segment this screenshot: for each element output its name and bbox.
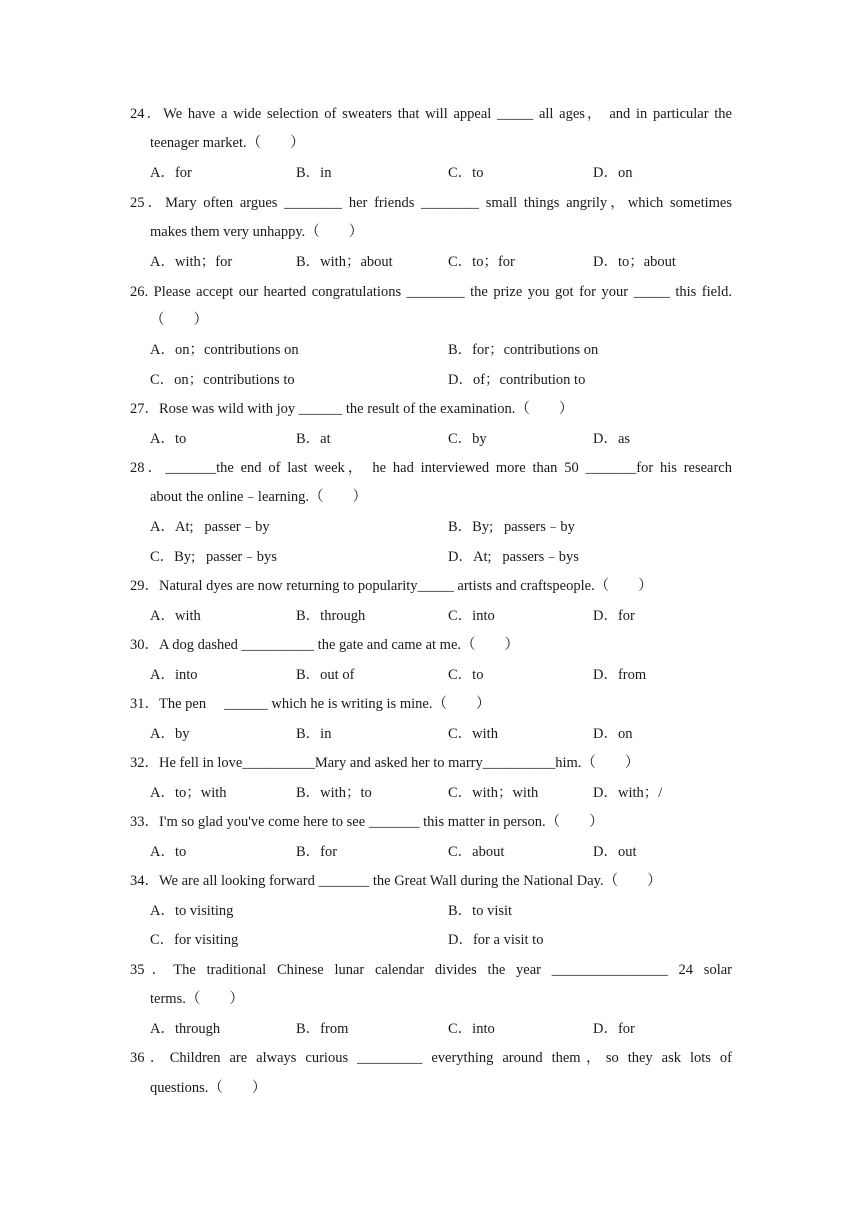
question-25-stem-line-2: makes them very unhappy.（ ）	[150, 224, 364, 240]
question-32-option-c: C．with；with	[448, 785, 539, 801]
question-26-option-b: B．for；contributions on	[448, 342, 599, 358]
question-28-option-b: B．By; passers﹣by	[448, 519, 575, 535]
question-28-option-c: C．By; passer﹣bys	[150, 549, 277, 565]
question-34-option-b: B．to visit	[448, 903, 513, 919]
question-30-option-d: D．from	[593, 667, 647, 683]
question-27-option-c: C．by	[448, 431, 487, 447]
question-32-option-a: A．to；with	[150, 785, 227, 801]
question-30-option-c: C．to	[448, 667, 484, 683]
question-30-option-a: A．into	[150, 667, 198, 683]
question-25-option-a: A．with；for	[150, 254, 233, 270]
question-35-option-a: A．through	[150, 1021, 221, 1037]
question-32-option-b: B．with；to	[296, 785, 372, 801]
question-30-option-b: B．out of	[296, 667, 355, 683]
question-24-stem-line-1: 24．We have a wide selection of sweaters that will appeal _____ all ages， and in particular the	[130, 106, 732, 122]
question-26-stem-line-1: 26. Please accept our hearted congratulations ________ the prize you got for your _____ this field.	[130, 284, 732, 300]
question-34-option-c: C．for visiting	[150, 932, 239, 948]
question-26-stem-line-2: （ ）	[150, 312, 208, 328]
question-29-option-b: B．through	[296, 608, 366, 624]
question-28-option-a: A．At; passer﹣by	[150, 519, 270, 535]
question-28-stem-line-2: about the online﹣learning.（ ）	[150, 489, 368, 505]
question-24-option-c: C．to	[448, 165, 484, 181]
question-31-option-a: A．by	[150, 726, 190, 742]
question-31-option-c: C．with	[448, 726, 498, 742]
question-32-stem: 32．He fell in love__________Mary and asked her to marry__________him.（ ）	[130, 755, 640, 771]
question-25-option-b: B．with；about	[296, 254, 393, 270]
question-27-option-b: B．at	[296, 431, 331, 447]
question-29-option-c: C．into	[448, 608, 495, 624]
question-27-option-a: A．to	[150, 431, 187, 447]
question-26-option-d: D．of；contribution to	[448, 372, 586, 388]
question-27-option-d: D．as	[593, 431, 631, 447]
question-33-option-b: B．for	[296, 844, 338, 860]
question-35-stem-line-2: terms.（ ）	[150, 991, 244, 1007]
question-31-option-b: B．in	[296, 726, 332, 742]
question-31-option-d: D．on	[593, 726, 633, 742]
question-26-option-a: A．on；contributions on	[150, 342, 299, 358]
question-25-option-c: C．to；for	[448, 254, 515, 270]
question-24-option-a: A．for	[150, 165, 192, 181]
question-27-stem: 27．Rose was wild with joy ______ the result of the examination.（ ）	[130, 401, 574, 417]
question-25-stem-line-1: 25．Mary often argues ________ her friends ________ small things angrily，which sometimes	[130, 195, 732, 211]
question-28-option-d: D．At; passers﹣bys	[448, 549, 579, 565]
question-35-option-c: C．into	[448, 1021, 495, 1037]
question-24-stem-line-2: teenager market.（ ）	[150, 135, 305, 151]
question-35-option-b: B．from	[296, 1021, 349, 1037]
question-28-stem-line-1: 28．_______the end of last week， he had interviewed more than 50 _______for his research	[130, 460, 732, 476]
question-35-stem-line-1: 35．The traditional Chinese lunar calendar divides the year ________________ 24 solar	[130, 962, 732, 978]
question-29-option-d: D．for	[593, 608, 635, 624]
question-35-option-d: D．for	[593, 1021, 635, 1037]
question-26-option-c: C．on；contributions to	[150, 372, 295, 388]
question-29-stem: 29．Natural dyes are now returning to popularity_____ artists and craftspeople.（ ）	[130, 578, 653, 594]
question-33-option-c: C．about	[448, 844, 505, 860]
question-29-option-a: A．with	[150, 608, 201, 624]
question-31-stem: 31．The pen ______ which he is writing is mine.（ ）	[130, 696, 491, 712]
question-33-option-a: A．to	[150, 844, 187, 860]
question-34-option-a: A．to visiting	[150, 903, 234, 919]
question-32-option-d: D．with；/	[593, 785, 663, 801]
question-24-option-b: B．in	[296, 165, 332, 181]
question-34-option-d: D．for a visit to	[448, 932, 544, 948]
question-33-stem: 33．I'm so glad you've come here to see _______ this matter in person.（ ）	[130, 814, 604, 830]
question-30-stem: 30．A dog dashed __________ the gate and came at me.（ ）	[130, 637, 520, 653]
question-24-option-d: D．on	[593, 165, 633, 181]
question-36-stem-line-2: questions.（ ）	[150, 1080, 267, 1096]
question-36-stem-line-1: 36．Children are always curious _________ everything around them，so they ask lots of	[130, 1050, 732, 1066]
question-25-option-d: D．to；about	[593, 254, 676, 270]
question-34-stem: 34．We are all looking forward _______ the Great Wall during the National Day.（ ）	[130, 873, 662, 889]
question-33-option-d: D．out	[593, 844, 637, 860]
